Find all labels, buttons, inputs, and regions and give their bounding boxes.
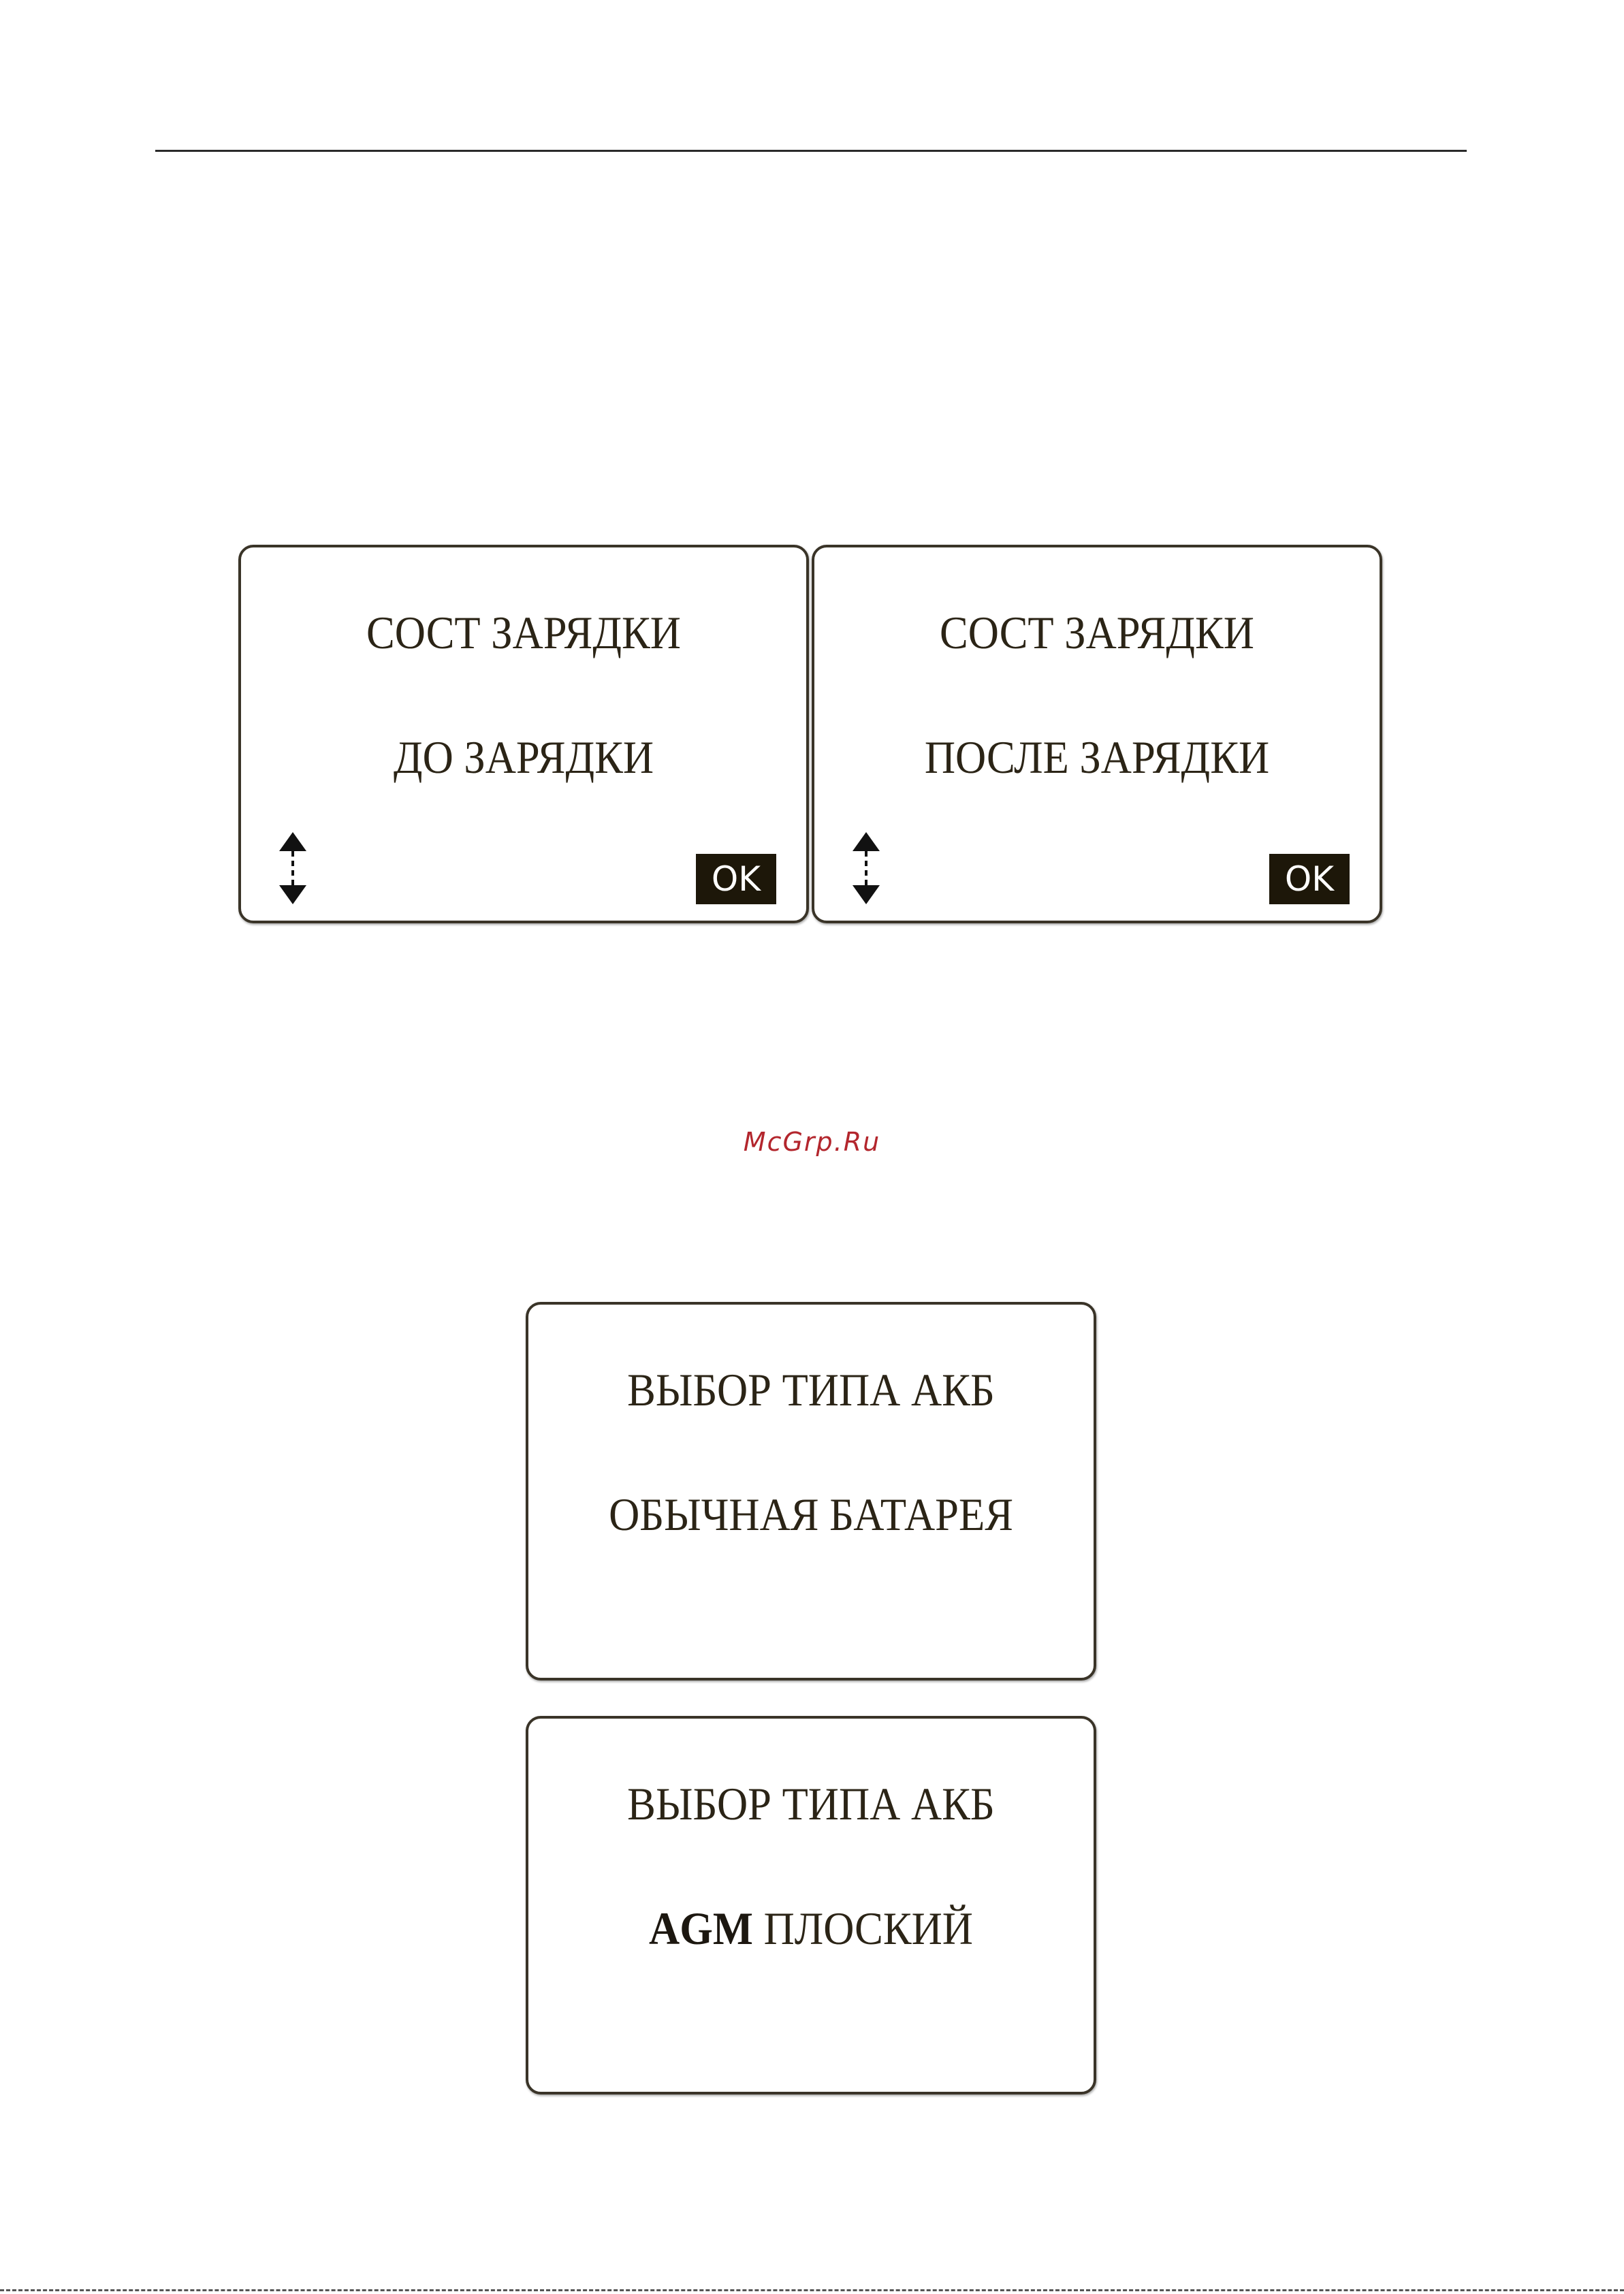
screen-option: ПОСЛЕ ЗАРЯДКИ (924, 731, 1270, 783)
screen-title: СОСТ ЗАРЯДКИ (366, 607, 681, 658)
screen-title: ВЫБОР ТИПА АКБ (627, 1778, 995, 1830)
screen-option (551, 1901, 1071, 1956)
agm-label: AGM (649, 1902, 753, 1954)
ok-button[interactable]: OK (696, 854, 776, 904)
watermark: McGrp.Ru (743, 1127, 881, 1157)
lcd-screen-battery-standard (526, 1302, 1096, 1680)
screen-title: СОСТ ЗАРЯДКИ (940, 607, 1254, 658)
lcd-screen-battery-agm (526, 1716, 1096, 2094)
up-down-arrows-icon (846, 827, 887, 908)
screen-option: ДО ЗАРЯДКИ (393, 731, 654, 783)
ok-button[interactable]: OK (1269, 854, 1350, 904)
lcd-screen-charge-after (812, 545, 1382, 923)
screen-title: ВЫБОР ТИПА АКБ (627, 1364, 995, 1416)
footer-rule (0, 2289, 1624, 2291)
up-down-arrows-icon (272, 827, 313, 908)
lcd-screen-charge-before (238, 545, 809, 923)
option-suffix: ПЛОСКИЙ (752, 1902, 973, 1954)
screen-option: ОБЫЧНАЯ БАТАРЕЯ (609, 1488, 1013, 1540)
header-rule (155, 150, 1467, 152)
